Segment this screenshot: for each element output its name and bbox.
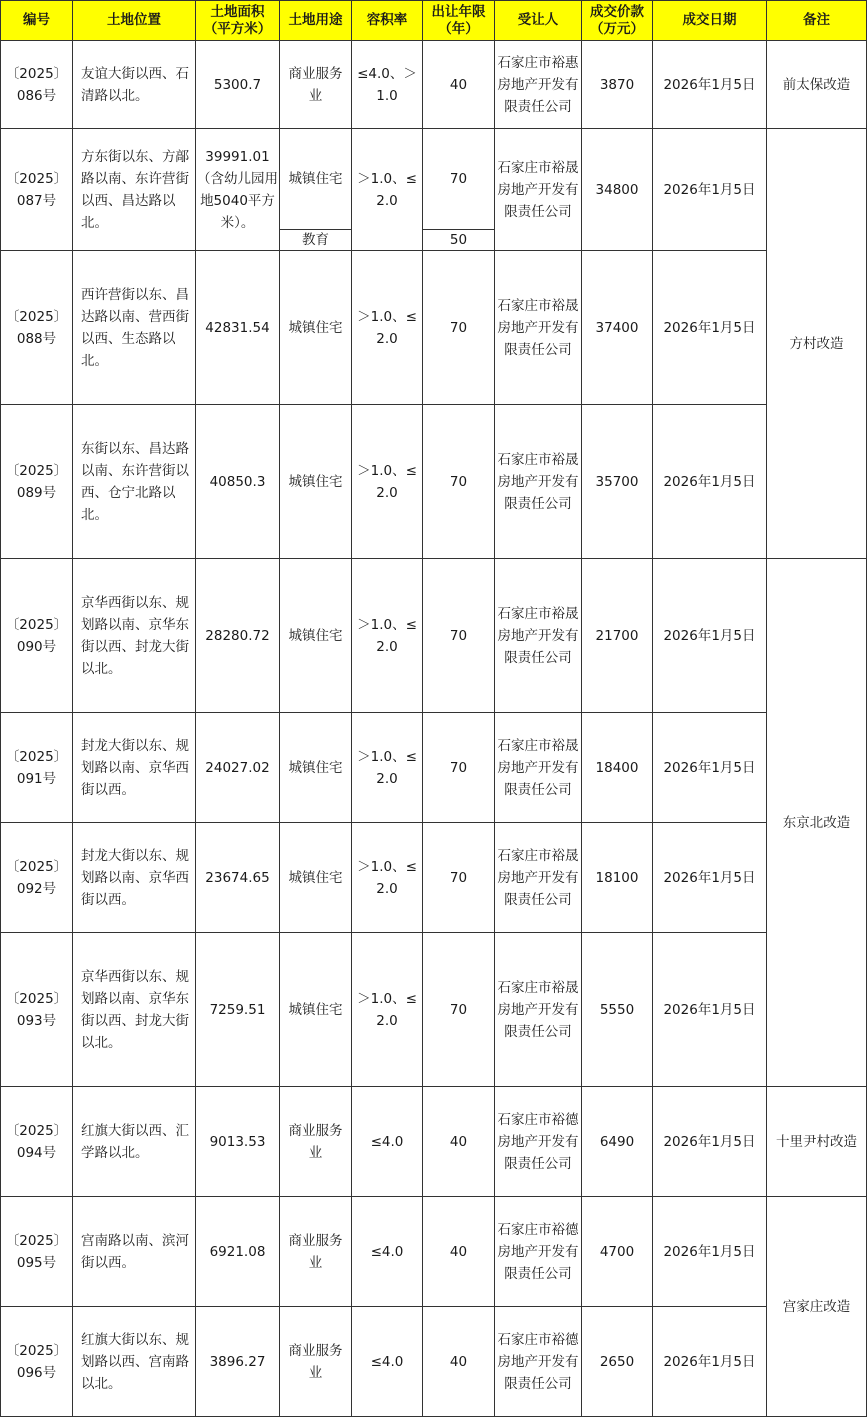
cell-date: 2026年1月5日 (653, 1307, 767, 1417)
cell-date: 2026年1月5日 (653, 1197, 767, 1307)
cell-no: 〔2025〕093号 (1, 933, 73, 1087)
cell-buyer: 石家庄市裕晟房地产开发有限责任公司 (495, 251, 582, 405)
cell-location: 友谊大街以西、石清路以北。 (73, 41, 196, 129)
cell-term: 40 (423, 1087, 495, 1197)
table-row (1, 129, 867, 230)
cell-location: 西许营街以东、昌达路以南、营西街以西、生态路以北。 (73, 251, 196, 405)
cell-area: 24027.02 (196, 713, 280, 823)
cell-location: 红旗大街以东、规划路以西、宫南路以北。 (73, 1307, 196, 1417)
cell-date: 2026年1月5日 (653, 41, 767, 129)
cell-term: 70 (423, 823, 495, 933)
header-far: 容积率 (352, 1, 423, 41)
table-row (1, 405, 867, 559)
cell-no: 〔2025〕096号 (1, 1307, 73, 1417)
cell-location: 方东街以东、方鄗路以南、东许营街以西、昌达路以北。 (73, 129, 196, 251)
cell-no: 〔2025〕090号 (1, 559, 73, 713)
cell-term: 70 (423, 251, 495, 405)
cell-area: 9013.53 (196, 1087, 280, 1197)
cell-no: 〔2025〕089号 (1, 405, 73, 559)
cell-buyer: 石家庄市裕晟房地产开发有限责任公司 (495, 933, 582, 1087)
cell-far: ＞1.0、≤2.0 (352, 405, 423, 559)
cell-price: 3870 (582, 41, 653, 129)
cell-term: 40 (423, 1197, 495, 1307)
cell-location: 红旗大街以西、汇学路以北。 (73, 1087, 196, 1197)
cell-location: 封龙大街以东、规划路以南、京华西街以西。 (73, 713, 196, 823)
cell-no: 〔2025〕094号 (1, 1087, 73, 1197)
cell-area: 3896.27 (196, 1307, 280, 1417)
table-row (1, 1307, 867, 1417)
cell-date: 2026年1月5日 (653, 129, 767, 251)
cell-area: 5300.7 (196, 41, 280, 129)
cell-buyer: 石家庄市裕晟房地产开发有限责任公司 (495, 713, 582, 823)
cell-price: 18100 (582, 823, 653, 933)
cell-use: 商业服务业 (280, 41, 352, 129)
cell-no: 〔2025〕091号 (1, 713, 73, 823)
cell-location: 东街以东、昌达路以南、东许营街以西、仓宁北路以北。 (73, 405, 196, 559)
cell-buyer: 石家庄市裕晟房地产开发有限责任公司 (495, 559, 582, 713)
table-row (1, 251, 867, 405)
table-row (1, 823, 867, 933)
cell-term: 40 (423, 41, 495, 129)
cell-far: ＞1.0、≤2.0 (352, 933, 423, 1087)
cell-use: 商业服务业 (280, 1197, 352, 1307)
cell-price: 35700 (582, 405, 653, 559)
cell-price: 2650 (582, 1307, 653, 1417)
cell-term: 70 (423, 405, 495, 559)
cell-buyer: 石家庄市裕晟房地产开发有限责任公司 (495, 129, 582, 251)
cell-date: 2026年1月5日 (653, 559, 767, 713)
cell-use: 城镇住宅 (280, 251, 352, 405)
cell-location: 封龙大街以东、规划路以南、京华西街以西。 (73, 823, 196, 933)
cell-far: ≤4.0 (352, 1197, 423, 1307)
cell-no: 〔2025〕095号 (1, 1197, 73, 1307)
cell-area: 28280.72 (196, 559, 280, 713)
cell-far: ＞1.0、≤2.0 (352, 129, 423, 251)
cell-buyer: 石家庄市裕晟房地产开发有限责任公司 (495, 823, 582, 933)
cell-area: 6921.08 (196, 1197, 280, 1307)
cell-area: 7259.51 (196, 933, 280, 1087)
header-area: 土地面积（平方米） (196, 1, 280, 41)
header-location: 土地位置 (73, 1, 196, 41)
cell-area: 23674.65 (196, 823, 280, 933)
cell-use: 商业服务业 (280, 1087, 352, 1197)
cell-note: 前太保改造 (767, 41, 867, 129)
cell-location: 京华西街以东、规划路以南、京华东街以西、封龙大街以北。 (73, 933, 196, 1087)
cell-buyer: 石家庄市裕德房地产开发有限责任公司 (495, 1087, 582, 1197)
cell-price: 37400 (582, 251, 653, 405)
table-row (1, 933, 867, 1087)
cell-note: 东京北改造 (767, 559, 867, 1087)
cell-buyer: 石家庄市裕晟房地产开发有限责任公司 (495, 405, 582, 559)
table-row (1, 41, 867, 129)
cell-far: ≤4.0 (352, 1307, 423, 1417)
cell-no: 〔2025〕086号 (1, 41, 73, 129)
cell-term-secondary: 50 (423, 230, 495, 251)
cell-far: ＞1.0、≤2.0 (352, 823, 423, 933)
cell-date: 2026年1月5日 (653, 1087, 767, 1197)
cell-term: 70 (423, 933, 495, 1087)
cell-note: 宫家庄改造 (767, 1197, 867, 1417)
header-price: 成交价款（万元） (582, 1, 653, 41)
cell-use: 城镇住宅 (280, 405, 352, 559)
header-term: 出让年限（年） (423, 1, 495, 41)
header-row (1, 1, 867, 41)
cell-location: 京华西街以东、规划路以南、京华东街以西、封龙大街以北。 (73, 559, 196, 713)
cell-far: ≤4.0 (352, 1087, 423, 1197)
cell-note: 十里尹村改造 (767, 1087, 867, 1197)
cell-area: 42831.54 (196, 251, 280, 405)
cell-far: ＞1.0、≤2.0 (352, 559, 423, 713)
header-no: 编号 (1, 1, 73, 41)
cell-use: 商业服务业 (280, 1307, 352, 1417)
header-date: 成交日期 (653, 1, 767, 41)
cell-use: 城镇住宅 (280, 933, 352, 1087)
header-buyer: 受让人 (495, 1, 582, 41)
cell-no: 〔2025〕088号 (1, 251, 73, 405)
cell-far: ＞1.0、≤2.0 (352, 713, 423, 823)
header-use: 土地用途 (280, 1, 352, 41)
cell-price: 6490 (582, 1087, 653, 1197)
table-row (1, 1087, 867, 1197)
cell-term: 70 (423, 713, 495, 823)
cell-date: 2026年1月5日 (653, 713, 767, 823)
cell-use: 城镇住宅 (280, 559, 352, 713)
cell-buyer: 石家庄市裕惠房地产开发有限责任公司 (495, 41, 582, 129)
cell-use-secondary: 教育 (280, 230, 352, 251)
cell-no: 〔2025〕092号 (1, 823, 73, 933)
cell-use: 城镇住宅 (280, 823, 352, 933)
cell-price: 5550 (582, 933, 653, 1087)
table-row (1, 559, 867, 713)
cell-term: 40 (423, 1307, 495, 1417)
cell-no: 〔2025〕087号 (1, 129, 73, 251)
cell-price: 18400 (582, 713, 653, 823)
cell-location: 宫南路以南、滨河街以西。 (73, 1197, 196, 1307)
cell-price: 4700 (582, 1197, 653, 1307)
header-note: 备注 (767, 1, 867, 41)
cell-use: 城镇住宅 (280, 129, 352, 230)
cell-date: 2026年1月5日 (653, 405, 767, 559)
cell-buyer: 石家庄市裕德房地产开发有限责任公司 (495, 1197, 582, 1307)
cell-date: 2026年1月5日 (653, 823, 767, 933)
cell-far: ≤4.0、＞1.0 (352, 41, 423, 129)
cell-note: 方村改造 (767, 129, 867, 559)
cell-term: 70 (423, 129, 495, 230)
cell-term: 70 (423, 559, 495, 713)
cell-price: 34800 (582, 129, 653, 251)
cell-area: 40850.3 (196, 405, 280, 559)
cell-use: 城镇住宅 (280, 713, 352, 823)
cell-date: 2026年1月5日 (653, 251, 767, 405)
cell-far: ＞1.0、≤2.0 (352, 251, 423, 405)
table-row (1, 713, 867, 823)
cell-date: 2026年1月5日 (653, 933, 767, 1087)
table-row (1, 1197, 867, 1307)
cell-price: 21700 (582, 559, 653, 713)
cell-buyer: 石家庄市裕德房地产开发有限责任公司 (495, 1307, 582, 1417)
cell-area: 39991.01（含幼儿园用地5040平方米）。 (196, 129, 280, 251)
